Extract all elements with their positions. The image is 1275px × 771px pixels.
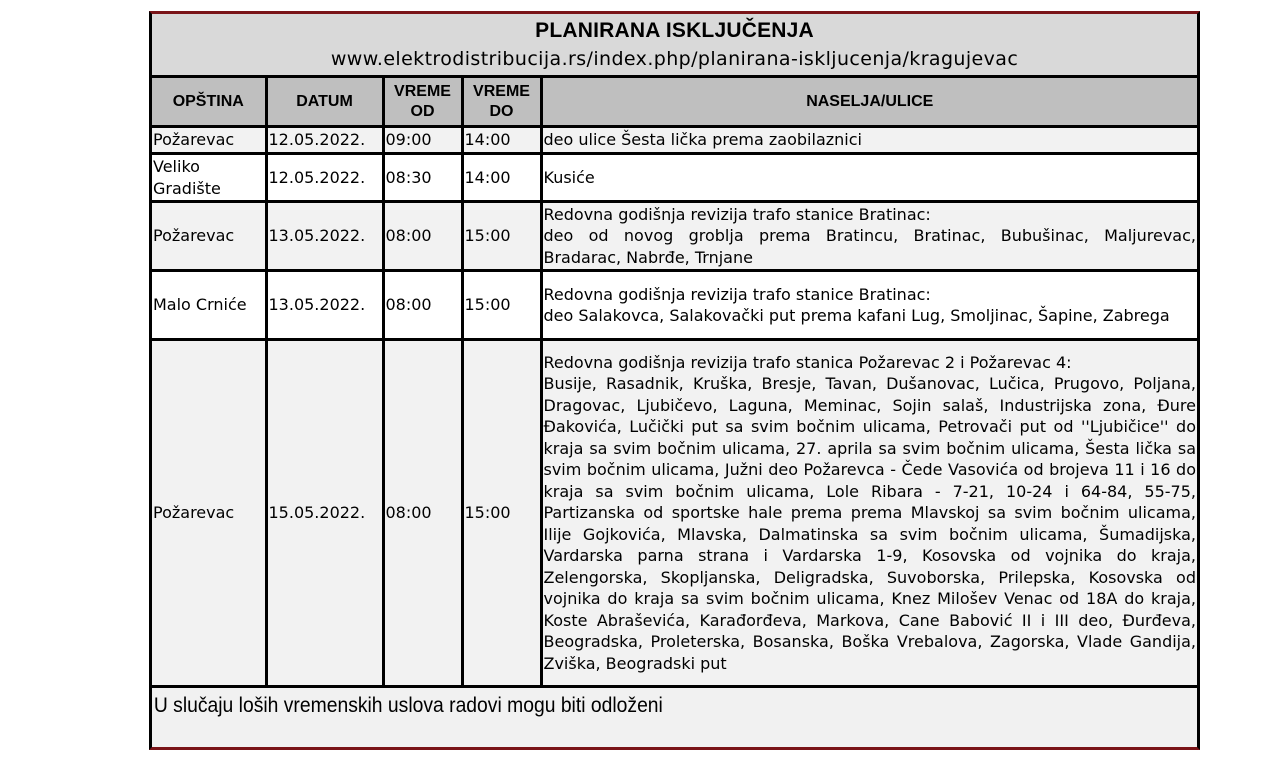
cell-datum: 13.05.2022.	[266, 271, 383, 340]
cell-opstina: Požarevac	[152, 202, 266, 271]
column-header-opstina: OPŠTINA	[152, 78, 266, 127]
cell-vreme-od: 09:00	[383, 127, 462, 154]
column-header-vreme-do-line1: VREME	[473, 82, 530, 100]
cell-vreme-od: 08:00	[383, 202, 462, 271]
cell-naselja-streets: deo od novog groblja prema Bratincu, Bratinac, Bubušinac, Maljurevac, Bradarac, Nabrđe, Trnjane	[543, 226, 1196, 267]
cell-vreme-do: 15:00	[462, 271, 541, 340]
cell-naselja	[541, 202, 1197, 271]
cell-datum: 13.05.2022.	[266, 202, 383, 271]
cell-vreme-do: 14:00	[462, 154, 541, 202]
cell-vreme-od: 08:30	[383, 154, 462, 202]
cell-vreme-od: 08:00	[383, 340, 462, 687]
cell-naselja-streets: deo Salakovca, Salakovački put prema kafani Lug, Smoljinac, Šapine, Zabrega	[543, 306, 1170, 325]
cell-opstina: Malo Crniće	[152, 271, 266, 340]
column-header-datum: DATUM	[266, 78, 383, 127]
table-header-row	[152, 78, 1197, 127]
cell-naselja	[541, 127, 1197, 154]
cell-naselja	[541, 340, 1197, 687]
table-row	[152, 127, 1197, 154]
cell-naselja	[541, 154, 1197, 202]
cell-naselja-intro: Redovna godišnja revizija trafo stanica Požarevac 2 i Požarevac 4:	[543, 352, 1072, 372]
cell-naselja-streets: Kusiće	[543, 167, 595, 187]
column-header-vreme-od-line1: VREME	[394, 82, 451, 100]
cell-opstina: Požarevac	[152, 127, 266, 154]
weather-note: U slučaju loših vremenskih uslova radovi mogu biti odloženi	[153, 694, 663, 717]
cell-datum: 12.05.2022.	[266, 127, 383, 154]
column-header-vreme-od	[383, 78, 462, 127]
outage-schedule-sheet	[149, 11, 1200, 750]
cell-vreme-od: 08:00	[383, 271, 462, 340]
cell-opstina: Požarevac	[152, 340, 266, 687]
cell-naselja-intro: Redovna godišnja revizija trafo stanice Bratinac:	[543, 204, 931, 224]
cell-naselja-streets: Busije, Rasadnik, Kruška, Bresje, Tavan, Dušanovac, Lučica, Prugovo, Poljana, Dragovac, Ljubičevo, Laguna, Meminac, Sojin salaš, Industrijska zona, Đure Đakovića, Lučički put sa svim bočnim ulicama, Petrovači put od ''Ljubičice'' do kraja sa svim bočnim ulicama, 27. aprila sa svim bočnim ulicama, Šesta lička sa svim bočnim ulicama, Južni deo Požarevca - Čede Vasovića od brojeva 11 i 16 do kraja sa svim bočnim ulicama, Lole Ribara - 7-21, 10-24 i 64-84, 55-75, Partizanska od sportske hale prema prema Mlavskoj sa svim bočnim ulicama, Ilije Gojkovića, Mlavska, Dalmatinska sa svim bočnim ulicama, Šumadijska, Vardarska parna strana i Vardarska 1-9, Kosovska od vojnika do kraja, Zelengorska, Skopljanska, Deligradska, Suvoborska, Prilepska, Kosovska od vojnika do kraja sa svim bočnim ulicama, Knez Milošev Venac od 18A do kraja, Koste Abraševića, Karađorđeva, Markova, Cane Babović II i III deo, Đurđeva, Beogradska, Proleterska, Bosanska, Boška Vrebalova, Zagorska, Vlade Gandija, Zviška, Beogradski put	[543, 374, 1196, 673]
cell-datum: 15.05.2022.	[266, 340, 383, 687]
cell-vreme-do: 14:00	[462, 127, 541, 154]
table-row	[152, 202, 1197, 271]
table-row	[152, 340, 1197, 687]
page-title: PLANIRANA ISKLJUČENJA	[535, 19, 814, 42]
column-header-vreme-do-line2: DO	[489, 102, 514, 120]
cell-vreme-do: 15:00	[462, 340, 541, 687]
table-row	[152, 271, 1197, 340]
outage-table	[152, 78, 1197, 688]
cell-naselja-streets: deo ulice Šesta lička prema zaobilaznici	[543, 130, 862, 150]
schedule-header	[152, 14, 1197, 78]
column-header-vreme-od-line2: OD	[410, 102, 435, 120]
cell-naselja	[541, 271, 1197, 340]
table-row	[152, 154, 1197, 202]
cell-naselja-intro: Redovna godišnja revizija trafo stanice Bratinac:	[543, 284, 931, 304]
cell-vreme-do: 15:00	[462, 202, 541, 271]
column-header-vreme-do	[462, 78, 541, 127]
cell-opstina: Veliko Gradište	[152, 154, 266, 202]
cell-datum: 12.05.2022.	[266, 154, 383, 202]
column-header-naselja: NASELJA/ULICE	[541, 78, 1197, 127]
source-url: www.elektrodistribucija.rs/index.php/planirana-iskljucenja/kragujevac	[330, 48, 1019, 70]
